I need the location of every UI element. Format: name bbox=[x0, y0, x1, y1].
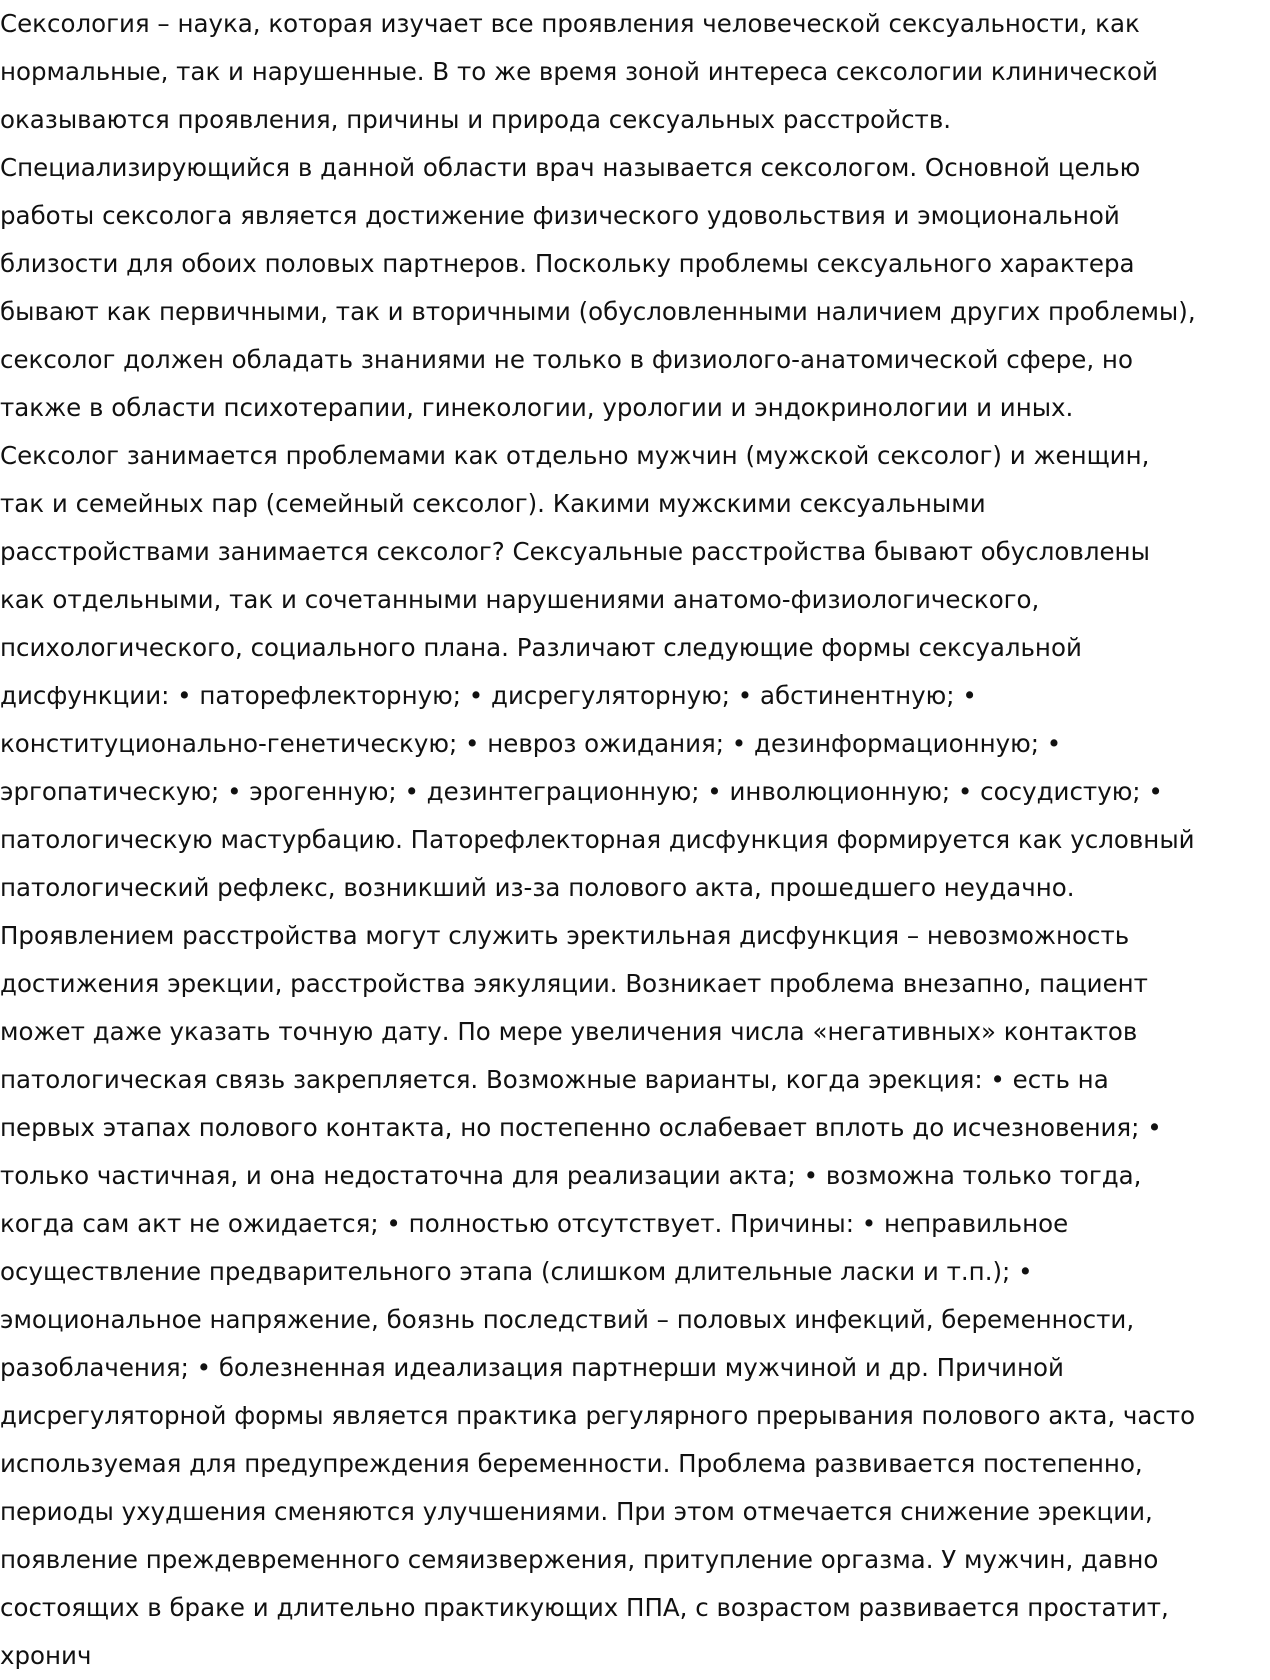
text-line: как отдельными, так и сочетанными нарушениями анатомо-физиологического, bbox=[0, 585, 1040, 614]
text-line: нормальные, так и нарушенные. В то же время зоной интереса сексологии клинической bbox=[0, 57, 1158, 86]
text-line: сексолог должен обладать знаниями не только в физиолого-анатомической сфере, но bbox=[0, 345, 1133, 374]
text-line: эмоциональное напряжение, боязнь последствий – половых инфекций, беременности, bbox=[0, 1305, 1135, 1334]
text-line: когда сам акт не ожидается; • полностью отсутствует. Причины: • неправильное bbox=[0, 1209, 1069, 1238]
text-line: бывают как первичными, так и вторичными (обусловленными наличием других проблемы), bbox=[0, 297, 1196, 326]
text-line: конституционально-генетическую; • невроз ожидания; • дезинформационную; • bbox=[0, 729, 1062, 758]
text-line: осуществление предварительного этапа (слишком длительные ласки и т.п.); • bbox=[0, 1257, 1033, 1286]
text-line: Сексолог занимается проблемами как отдельно мужчин (мужской сексолог) и женщин, bbox=[0, 441, 1150, 470]
text-line: используемая для предупреждения беременности. Проблема развивается постепенно, bbox=[0, 1449, 1143, 1478]
text-line: появление преждевременного семяизвержения, притупление оргазма. У мужчин, давно bbox=[0, 1545, 1159, 1574]
text-line: так и семейных пар (семейный сексолог). Какими мужскими сексуальными bbox=[0, 489, 986, 518]
text-line: Проявлением расстройства могут служить эректильная дисфункция – невозможность bbox=[0, 921, 1130, 950]
text-line: работы сексолога является достижение физического удовольствия и эмоциональной bbox=[0, 201, 1120, 230]
text-line: Сексология – наука, которая изучает все проявления человеческой сексуальности, как bbox=[0, 9, 1140, 38]
text-line: расстройствами занимается сексолог? Сексуальные расстройства бывают обусловлены bbox=[0, 537, 1150, 566]
text-line: Специализирующийся в данной области врач называется сексологом. Основной целью bbox=[0, 153, 1141, 182]
text-line: может даже указать точную дату. По мере увеличения числа «негативных» контактов bbox=[0, 1017, 1138, 1046]
text-line: эргопатическую; • эрогенную; • дезинтеграционную; • инволюционную; • сосудистую; • bbox=[0, 777, 1163, 806]
text-line: хронич bbox=[0, 1641, 92, 1670]
text-line: дисрегуляторной формы является практика регулярного прерывания полового акта, часто bbox=[0, 1401, 1196, 1430]
text-line: периоды ухудшения сменяются улучшениями. При этом отмечается снижение эрекции, bbox=[0, 1497, 1153, 1526]
text-line: патологическую мастурбацию. Паторефлекторная дисфункция формируется как условный bbox=[0, 825, 1195, 854]
text-line: достижения эрекции, расстройства эякуляции. Возникает проблема внезапно, пациент bbox=[0, 969, 1148, 998]
text-line: разоблачения; • болезненная идеализация партнерши мужчиной и др. Причиной bbox=[0, 1353, 1064, 1382]
text-line: только частичная, и она недостаточна для реализации акта; • возможна только тогда, bbox=[0, 1161, 1142, 1190]
text-line: состоящих в браке и длительно практикующих ППА, с возрастом развивается простатит, bbox=[0, 1593, 1169, 1622]
text-line: оказываются проявления, причины и природа сексуальных расстройств. bbox=[0, 105, 952, 134]
text-line: психологического, социального плана. Различают следующие формы сексуальной bbox=[0, 633, 1082, 662]
text-line: дисфункции: • паторефлекторную; • дисрегуляторную; • абстинентную; • bbox=[0, 681, 977, 710]
text-line: патологический рефлекс, возникший из-за полового акта, прошедшего неудачно. bbox=[0, 873, 1075, 902]
text-line: патологическая связь закрепляется. Возможные варианты, когда эрекция: • есть на bbox=[0, 1065, 1109, 1094]
text-line: близости для обоих половых партнеров. Поскольку проблемы сексуального характера bbox=[0, 249, 1135, 278]
text-line: первых этапах полового контакта, но постепенно ослабевает вплоть до исчезновения; • bbox=[0, 1113, 1162, 1142]
text-line: также в области психотерапии, гинекологии, урологии и эндокринологии и иных. bbox=[0, 393, 1074, 422]
